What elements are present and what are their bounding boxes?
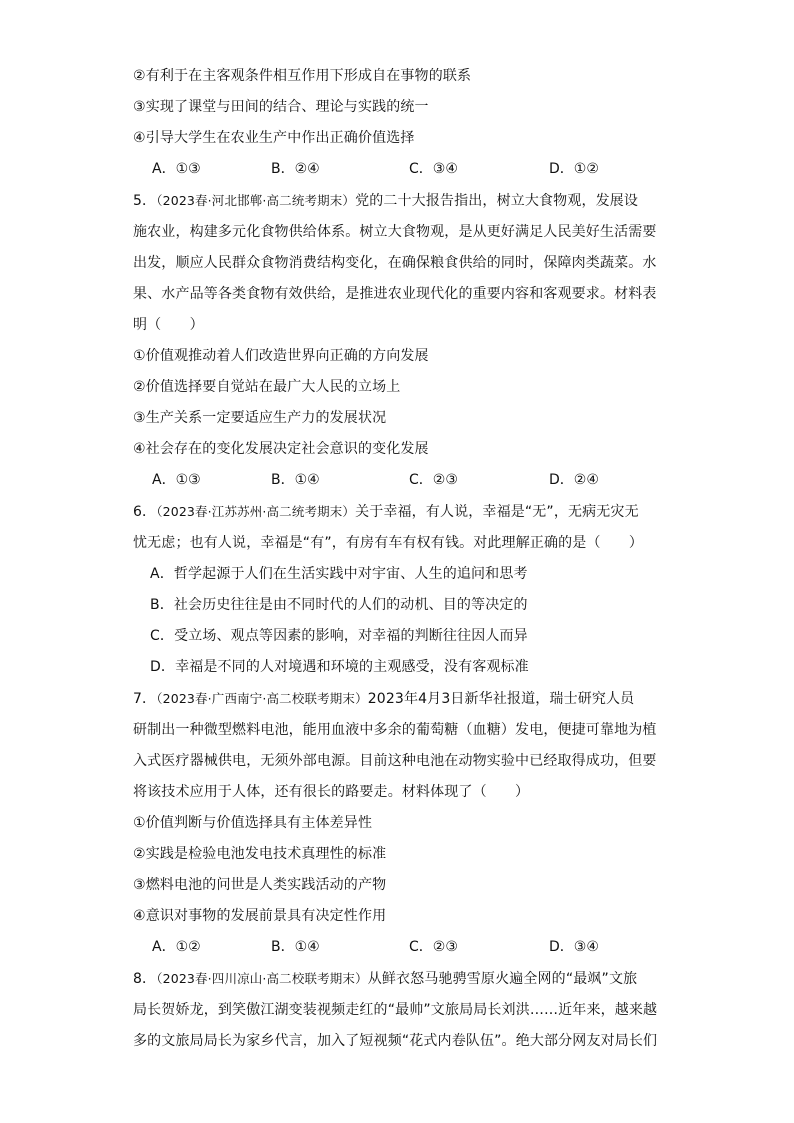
- q5-stem-line-5: 明（ ）: [133, 317, 204, 333]
- q4-statement-4: ④引导大学生在农业生产中作出正确价值选择: [133, 130, 415, 146]
- q6-option-c: C．受立场、观点等因素的影响，对幸福的判断往往因人而异: [150, 628, 528, 644]
- q5-statement-3: ③生产关系一定要适应生产力的发展状况: [133, 410, 387, 426]
- q4-option-d: D．①②: [549, 161, 599, 177]
- q5-option-b: B．①④: [271, 472, 320, 488]
- q5-option-c: C．②③: [409, 472, 458, 488]
- q8-source: （2023春·四川凉山·高二校联考期末）: [156, 971, 368, 986]
- q7-source: （2023春·广西南宁·高二校联考期末）: [156, 691, 368, 706]
- q5-statement-1: ①价值观推动着人们改造世界向正确的方向发展: [133, 348, 429, 364]
- q5-statement-2: ②价值选择要自觉站在最广大人民的立场上: [133, 379, 401, 395]
- q4-options: [152, 159, 672, 179]
- q8-stem-line-2: 局长贺娇龙，到笑傲江湖变装视频走红的“最帅”文旅局局长刘洪……近年来，越来越: [133, 1002, 658, 1018]
- q6-option-d: D．幸福是不同的人对境遇和环境的主观感受，没有客观标准: [150, 659, 529, 675]
- q4-option-a: A．①③: [152, 161, 201, 177]
- q7-number: 7．: [133, 691, 157, 707]
- q5-option-d: D．②④: [549, 472, 599, 488]
- q6-first-line: [133, 502, 639, 522]
- q7-statement-3: ③燃料电池的问世是人类实践活动的产物: [133, 877, 387, 893]
- q5-option-a: A．①③: [152, 472, 201, 488]
- q7-statement-2: ②实践是检验电池发电技术真理性的标准: [133, 846, 387, 862]
- q5-stem-line-4: 果、水产品等各类食物有效供给，是推进农业现代化的重要内容和客观要求。材料表: [133, 286, 657, 302]
- q7-stem-line-4: 将该技术应用于人体，还有很长的路要走。材料体现了（ ）: [133, 784, 530, 800]
- q7-option-d: D．③④: [549, 939, 599, 955]
- q7-statement-4: ④意识对事物的发展前景具有决定性作用: [133, 908, 387, 924]
- q5-source: （2023春·河北邯郸·高二统考期末）: [156, 193, 356, 208]
- q6-stem-line-1: 关于幸福，有人说，幸福是“无”，无病无灾无: [355, 504, 639, 520]
- q6-stem-line-2: 忧无虑；也有人说，幸福是“有”，有房有车有权有钱。对此理解正确的是（ ）: [133, 535, 644, 551]
- q6-number: 6．: [133, 504, 157, 520]
- q7-stem-line-3: 入式医疗器械供电，无须外部电源。目前这种电池在动物实验中已经取得成功，但要: [133, 753, 657, 769]
- q7-option-c: C．②③: [409, 939, 458, 955]
- q7-statement-1: ①价值判断与价值选择具有主体差异性: [133, 815, 373, 831]
- q8-stem-line-1: 从鲜衣怒马驰骋雪原火遍全网的“最飒”文旅: [367, 971, 638, 987]
- q4-statement-2: ②有利于在主客观条件相互作用下形成自在事物的联系: [133, 68, 472, 84]
- q5-stem-line-1: 党的二十大报告指出，树立大食物观，发展设: [355, 193, 639, 209]
- q6-source: （2023春·江苏苏州·高二统考期末）: [156, 504, 356, 519]
- q4-option-c: C．③④: [409, 161, 458, 177]
- q4-statement-3: ③实现了课堂与田间的结合、理论与实践的统一: [133, 99, 429, 115]
- q8-number: 8．: [133, 971, 157, 987]
- q6-option-a: A．哲学起源于人们在生活实践中对宇宙、人生的追问和思考: [150, 566, 528, 582]
- q7-option-a: A．①②: [152, 939, 201, 955]
- q8-stem-line-3: 多的文旅局局长为家乡代言，加入了短视频“花式内卷队伍”。绝大部分网友对局长们: [133, 1033, 658, 1049]
- q5-stem-line-3: 出发，顺应人民群众食物消费结构变化，在确保粮食供给的同时，保障肉类蔬菜。水: [133, 255, 657, 271]
- q5-number: 5．: [133, 193, 157, 209]
- q8-first-line: [133, 969, 637, 989]
- q5-options: [152, 470, 672, 490]
- q7-option-b: B．①④: [271, 939, 320, 955]
- q5-stem-line-2: 施农业，构建多元化食物供给体系。树立大食物观，是从更好满足人民美好生活需要: [133, 224, 657, 240]
- q6-option-b: B．社会历史往往是由不同时代的人们的动机、目的等决定的: [150, 597, 528, 613]
- q4-option-b: B．②④: [271, 161, 320, 177]
- q7-stem-line-1: 2023年4月3日新华社报道，瑞士研究人员: [367, 691, 635, 707]
- q7-options: [152, 937, 672, 957]
- q5-statement-4: ④社会存在的变化发展决定社会意识的变化发展: [133, 441, 429, 457]
- q5-first-line: [133, 191, 638, 211]
- q7-first-line: [133, 689, 634, 709]
- q7-stem-line-2: 研制出一种微型燃料电池，能用血液中多余的葡萄糖（血糖）发电，便捷可靠地为植: [133, 722, 657, 738]
